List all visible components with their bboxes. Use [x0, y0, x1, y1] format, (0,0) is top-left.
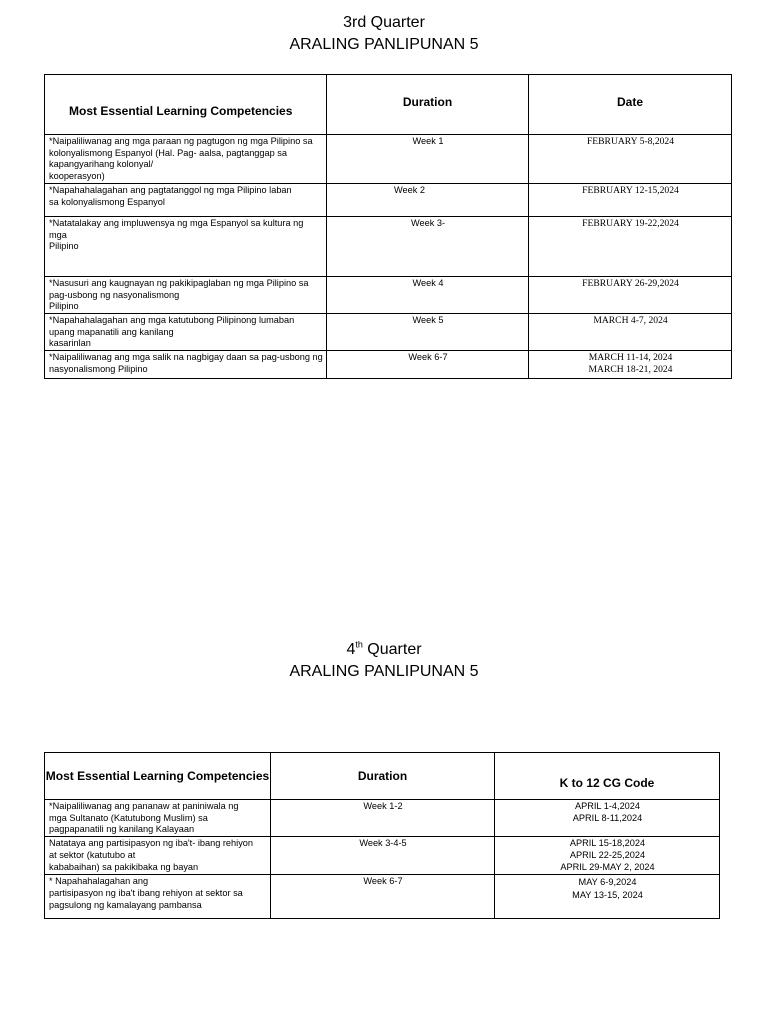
q4-quarter-title [0, 639, 768, 661]
competency-cell: Natataya ang partisipasyon ng iba't- ibang rehiyon at sektor (katutubo at kababaihan) sa pakikibaka ng bayan [49, 838, 254, 872]
table-row [45, 313, 732, 350]
competency-cell: *Naipaliliwanag ang mga paraan ng pagtugon ng mga Pilipino sa kolonyalismong Espanyol (Hal. Pag- aalsa, pagtanggap sa kapangyarihang kolonyal/ kooperasyon) [49, 136, 313, 182]
date-cell: APRIL 15-18,2024 APRIL 22-25,2024 APRIL 29-MAY 2, 2024 [560, 838, 655, 872]
table-row [45, 183, 732, 216]
q4-quarter-suffix: th [355, 639, 363, 650]
competency-cell: *Napahahalagahan ang mga katutubong Pilipinong lumaban upang mapanatili ang kanilang kasarinlan [49, 314, 295, 349]
duration-cell: Week 5 [412, 314, 444, 325]
date-cell: APRIL 1-4,2024 APRIL 8-11,2024 [572, 801, 643, 823]
table-row [45, 216, 732, 276]
duration-cell: Week 3-4-5 [359, 838, 407, 849]
q4-header-code: K to 12 CG Code [495, 753, 720, 800]
competency-cell: * Napahahalagahan ang partisipasyon ng iba't ibang rehiyon at sektor sa pagsulong ng kamalayang pambansa [49, 876, 243, 910]
duration-cell: Week 3- [410, 217, 446, 228]
date-cell: FEBRUARY 12-15,2024 [582, 184, 679, 196]
duration-cell: Week 1-2 [363, 801, 403, 811]
competency-cell: *Nasusuri ang kaugnayan ng pakikipaglaban ng mga Pilipino sa pag-usbong ng nasyonalismong Pilipino [49, 277, 309, 312]
q4-quarter-number: 4 [346, 641, 356, 658]
q3-header-row [45, 75, 732, 135]
q4-subject-title: ARALING PANLIPUNAN 5 [289, 663, 479, 680]
table-row [45, 351, 732, 379]
q3-header-duration: Duration [327, 75, 529, 135]
q4-quarter-word: Quarter [362, 641, 422, 658]
table-row [45, 135, 732, 184]
competency-cell: *Naipaliliwanag ang mga salik na nagbigay daan sa pag-usbong ng nasyonalismong Pilipino [49, 352, 323, 374]
q3-table [44, 74, 732, 379]
date-cell: MAY 6-9,2024 MAY 13-15, 2024 [572, 877, 643, 901]
competency-cell: *Napahahalagahan ang pagtatanggol ng mga Pilipino laban sa kolonyalismong Espanyol [49, 184, 292, 207]
q4-header-duration: Duration [271, 753, 495, 800]
q4-table [44, 752, 720, 919]
date-cell: FEBRUARY 26-29,2024 [582, 277, 679, 289]
duration-cell: Week 6-7 [408, 352, 448, 363]
duration-cell: Week 2 [394, 184, 425, 195]
q4-header-competency: Most Essential Learning Competencies [45, 753, 271, 800]
table-row [45, 800, 720, 837]
competency-cell: *Naipaliliwanag ang pananaw at paniniwala ng mga Sultanato (Katutubong Muslim) sa pagpapanatili ng kanilang Kalayaan [49, 801, 239, 835]
table-row [45, 837, 720, 875]
duration-cell: Week 1 [412, 136, 444, 146]
date-cell: FEBRUARY 19-22,2024 [582, 217, 679, 229]
duration-cell: Week 6-7 [363, 876, 403, 887]
date-cell: MARCH 11-14, 2024 MARCH 18-21, 2024 [588, 352, 673, 375]
q3-subject-title: ARALING PANLIPUNAN 5 [289, 36, 479, 53]
q3-header-date: Date [529, 75, 732, 135]
competency-cell: *Natatalakay ang impluwensya ng mga Espanyol sa kultura ng mga Pilipino [49, 217, 304, 252]
q3-header-competency: Most Essential Learning Competencies [45, 75, 327, 135]
duration-cell: Week 4 [412, 277, 444, 288]
table-row [45, 276, 732, 313]
date-cell: FEBRUARY 5-8,2024 [586, 136, 675, 147]
q4-header-row [45, 753, 720, 800]
q3-quarter-title: 3rd Quarter [343, 14, 425, 31]
date-cell: MARCH 4-7, 2024 [593, 314, 668, 326]
table-row [45, 875, 720, 919]
